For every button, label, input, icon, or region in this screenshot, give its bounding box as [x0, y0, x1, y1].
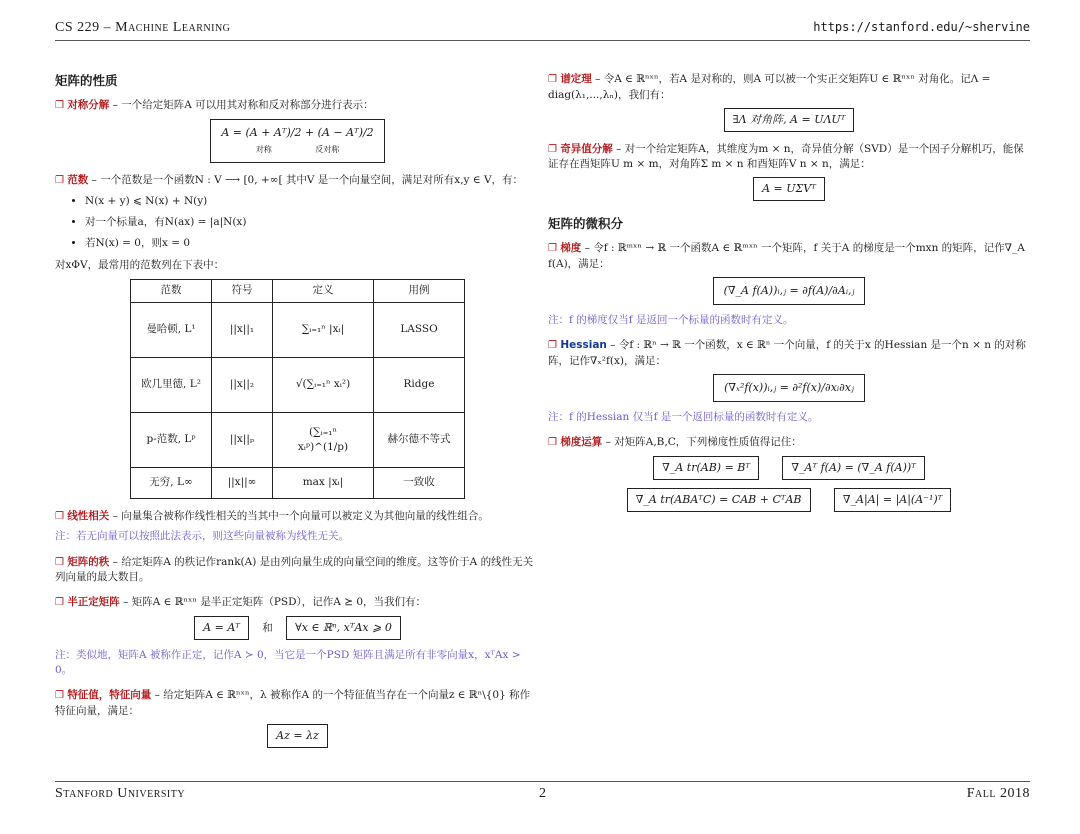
- table-row: [131, 412, 465, 467]
- keyword-ops: 梯度运算: [560, 436, 603, 449]
- eig-equation: Az = λz: [267, 724, 328, 748]
- col-header: 定义: [273, 279, 374, 302]
- keyword-svd: 奇异值分解: [560, 142, 613, 155]
- table-cell: (∑ᵢ₌₁ⁿ xᵢᵖ)^(1/p): [273, 412, 374, 467]
- ops-eq1: ∇_A tr(AB) = Bᵀ: [653, 456, 759, 480]
- norm-after-text: 对xΦV，最常用的范数列在下表中：: [55, 258, 225, 271]
- table-cell: ||x||ₚ: [212, 412, 273, 467]
- col-header: 符号: [212, 279, 273, 302]
- keyword-rank: 矩阵的秩: [67, 555, 110, 568]
- course-title: CS 229 – Machine Learning: [55, 20, 231, 35]
- hessian-section: [548, 338, 1030, 425]
- section-title-matrix-properties: 矩阵的性质: [55, 73, 118, 88]
- ops-eq3: ∇_A tr(ABAᵀC) = CAB + CᵀAB: [627, 488, 811, 512]
- table-cell: Ridge: [374, 357, 465, 412]
- footer-term: Fall 2018: [966, 786, 1030, 801]
- table-header-row: [131, 279, 465, 302]
- spec-equation: ∃Λ 对角阵, A = UΛUᵀ: [724, 108, 855, 132]
- page-header: [55, 20, 1030, 41]
- keyword-sym: 对称分解: [67, 99, 110, 112]
- keyword-norm: 范数: [67, 173, 89, 186]
- svd-equation: A = UΣVᵀ: [753, 177, 825, 201]
- table-cell: 曼哈顿, L¹: [131, 302, 212, 357]
- spec-text: – 令A ∈ ℝⁿˣⁿ，若A 是对称的，则A 可以被一个实正交矩阵U ∈ ℝⁿˣⁿ 对角化。记Λ = diag(λ₁,...,λₙ)，我们有：: [548, 73, 991, 101]
- grad-equation: (∇_A f(A))ᵢ,ⱼ = ∂f(A)/∂Aᵢ,ⱼ: [713, 277, 866, 305]
- hess-text: – 令f : ℝⁿ → ℝ 一个函数，x ∈ ℝⁿ 一个向量，f 的关于x 的Hessian 是一个n × n 的对称阵，记作∇ₓ²f(x)，满足：: [548, 339, 1026, 367]
- norm-table: [130, 279, 465, 499]
- checkbox-icon: ❐: [548, 243, 557, 255]
- svd-text: – 对一个给定矩阵A，其维度为m × n，奇异值分解（SVD）是一个因子分解机巧，能保证存在酉矩阵U m × m，对角阵Σ m × n 和酉矩阵V n × n，满足：: [548, 142, 1024, 171]
- keyword-grad: 梯度: [560, 242, 582, 255]
- psd-section: [55, 595, 540, 678]
- hess-note: 注：f 的Hessian 仅当f 是一个返回标量的函数时有定义。: [548, 410, 819, 423]
- table-cell: 一致收: [374, 467, 465, 498]
- sym-text: – 一个给定矩阵A 可以用其对称和反对称部分进行表示：: [109, 99, 374, 112]
- grad-note: 注：f 的梯度仅当f 是返回一个标量的函数时有定义。: [548, 314, 794, 327]
- table-cell: ||x||∞: [212, 467, 273, 498]
- checkbox-icon: ❐: [55, 556, 64, 568]
- table-cell: max |xᵢ|: [273, 467, 374, 498]
- hess-equation: (∇ₓ²f(x))ᵢ,ⱼ = ∂²f(x)/∂xᵢ∂xⱼ: [713, 374, 865, 402]
- lin-note: 注：若无向量可以按照此法表示，则这些向量被称为线性无关。: [55, 530, 349, 543]
- keyword-eig: 特征值，特征向量: [67, 689, 152, 702]
- table-cell: ∑ᵢ₌₁ⁿ |xᵢ|: [273, 302, 374, 357]
- ops-eq2: ∇_Aᵀ f(A) = (∇_A f(A))ᵀ: [782, 456, 924, 480]
- checkbox-icon: ❐: [548, 74, 557, 85]
- right-column: [548, 72, 1030, 522]
- spectral-theorem: [548, 72, 1030, 132]
- psd-eq1: A = Aᵀ: [194, 616, 249, 640]
- ops-eq4: ∇_A|A| = |A|(A⁻¹)ᵀ: [834, 488, 951, 512]
- table-cell: 欧几里德, L²: [131, 357, 212, 412]
- table-row: [131, 467, 465, 498]
- footer-university: Stanford University: [55, 786, 186, 801]
- checkbox-icon: ❐: [55, 100, 64, 112]
- table-cell: ||x||₁: [212, 302, 273, 357]
- section-title-matrix-calculus: 矩阵的微积分: [548, 216, 624, 232]
- checkbox-icon: ❐: [55, 174, 64, 186]
- under-label-antisym: 反对称: [315, 144, 340, 154]
- psd-note: 注：类似地，矩阵A 被称作正定，记作A ≻ 0，当它是一个PSD 矩阵且满足所有非零向量x，xᵀAx > 0。: [55, 648, 521, 676]
- table-row: [131, 302, 465, 357]
- ops-text: – 对矩阵A,B,C，下列梯度性质值得记住：: [602, 436, 802, 449]
- linear-dependence: [55, 509, 540, 545]
- norm-text: – 一个范数是一个函数N : V ⟶ [0, +∞[ 其中V 是一个向量空间，满足对所有x,y ∈ V，有：: [88, 173, 524, 186]
- lin-text: – 向量集合被称作线性相关的当其中一个向量可以被定义为其他向量的线性组合。: [109, 509, 489, 522]
- table-cell: 无穷, L∞: [131, 467, 212, 498]
- checkbox-icon: ❐: [548, 437, 557, 449]
- table-cell: ||x||₂: [212, 357, 273, 412]
- list-item: • 对一个标量a，有N(ax) = |a|N(x): [85, 215, 540, 230]
- grad-text: – 令f : ℝᵐˣⁿ → ℝ 一个函数A ∈ ℝᵐˣⁿ 一个矩阵，f 关于A 的梯度是一个mxn 的矩阵，记作∇_A f(A)，满足：: [548, 242, 1025, 270]
- under-label-sym: 对称: [255, 144, 272, 154]
- svd-section: [548, 142, 1030, 202]
- page-number: 2: [539, 786, 546, 801]
- symmetric-decomposition: [55, 98, 540, 162]
- checkbox-icon: ❐: [548, 340, 557, 352]
- checkbox-icon: ❐: [55, 690, 64, 702]
- psd-and: 和: [262, 621, 273, 634]
- list-item: • 若N(x) = 0，则x = 0: [85, 236, 540, 251]
- keyword-psd: 半正定矩阵: [67, 596, 120, 609]
- norm-properties-list: [55, 194, 540, 252]
- col-header: 用例: [374, 279, 465, 302]
- psd-eq2: ∀x ∈ ℝⁿ, xᵀAx ⩾ 0: [286, 616, 401, 640]
- gradient-section: [548, 241, 1030, 328]
- checkbox-icon: ❐: [548, 143, 557, 155]
- table-cell: p-范数, Lᵖ: [131, 412, 212, 467]
- keyword-hessian: Hessian: [560, 339, 607, 352]
- eig-text: – 给定矩阵A ∈ ℝⁿˣⁿ，λ 被称作A 的一个特征值当存在一个向量z ∈ ℝⁿ\{0} 称作特征向量，满足：: [55, 689, 531, 717]
- page-footer: [55, 781, 1030, 806]
- norm-section: [55, 173, 540, 499]
- eigen-section: [55, 688, 540, 748]
- col-header: 范数: [131, 279, 212, 302]
- table-cell: LASSO: [374, 302, 465, 357]
- table-row: [131, 357, 465, 412]
- checkbox-icon: ❐: [55, 597, 64, 609]
- table-cell: 赫尔德不等式: [374, 412, 465, 467]
- matrix-rank: [55, 555, 540, 586]
- list-item: • N(x + y) ⩽ N(x) + N(y): [85, 194, 540, 209]
- sym-equation: A = (A + Aᵀ)/2 + (A − Aᵀ)/2 对称 反对称: [210, 119, 384, 163]
- left-column: [55, 72, 540, 758]
- checkbox-icon: ❐: [55, 510, 64, 522]
- keyword-spec: 谱定理: [560, 73, 592, 85]
- table-cell: √(∑ᵢ₌₁ⁿ xᵢ²): [273, 357, 374, 412]
- rank-text: – 给定矩阵A 的秩记作rank(A) 是由列向量生成的向量空间的维度。这等价于A 的线性无关列向量的最大数目。: [55, 555, 534, 584]
- gradient-operations: [548, 435, 1030, 511]
- keyword-lin: 线性相关: [67, 509, 110, 522]
- psd-text: – 矩阵A ∈ ℝⁿˣⁿ 是半正定矩阵（PSD），记作A ⪰ 0，当我们有：: [119, 596, 427, 609]
- header-url[interactable]: https://stanford.edu/~shervine: [813, 20, 1030, 34]
